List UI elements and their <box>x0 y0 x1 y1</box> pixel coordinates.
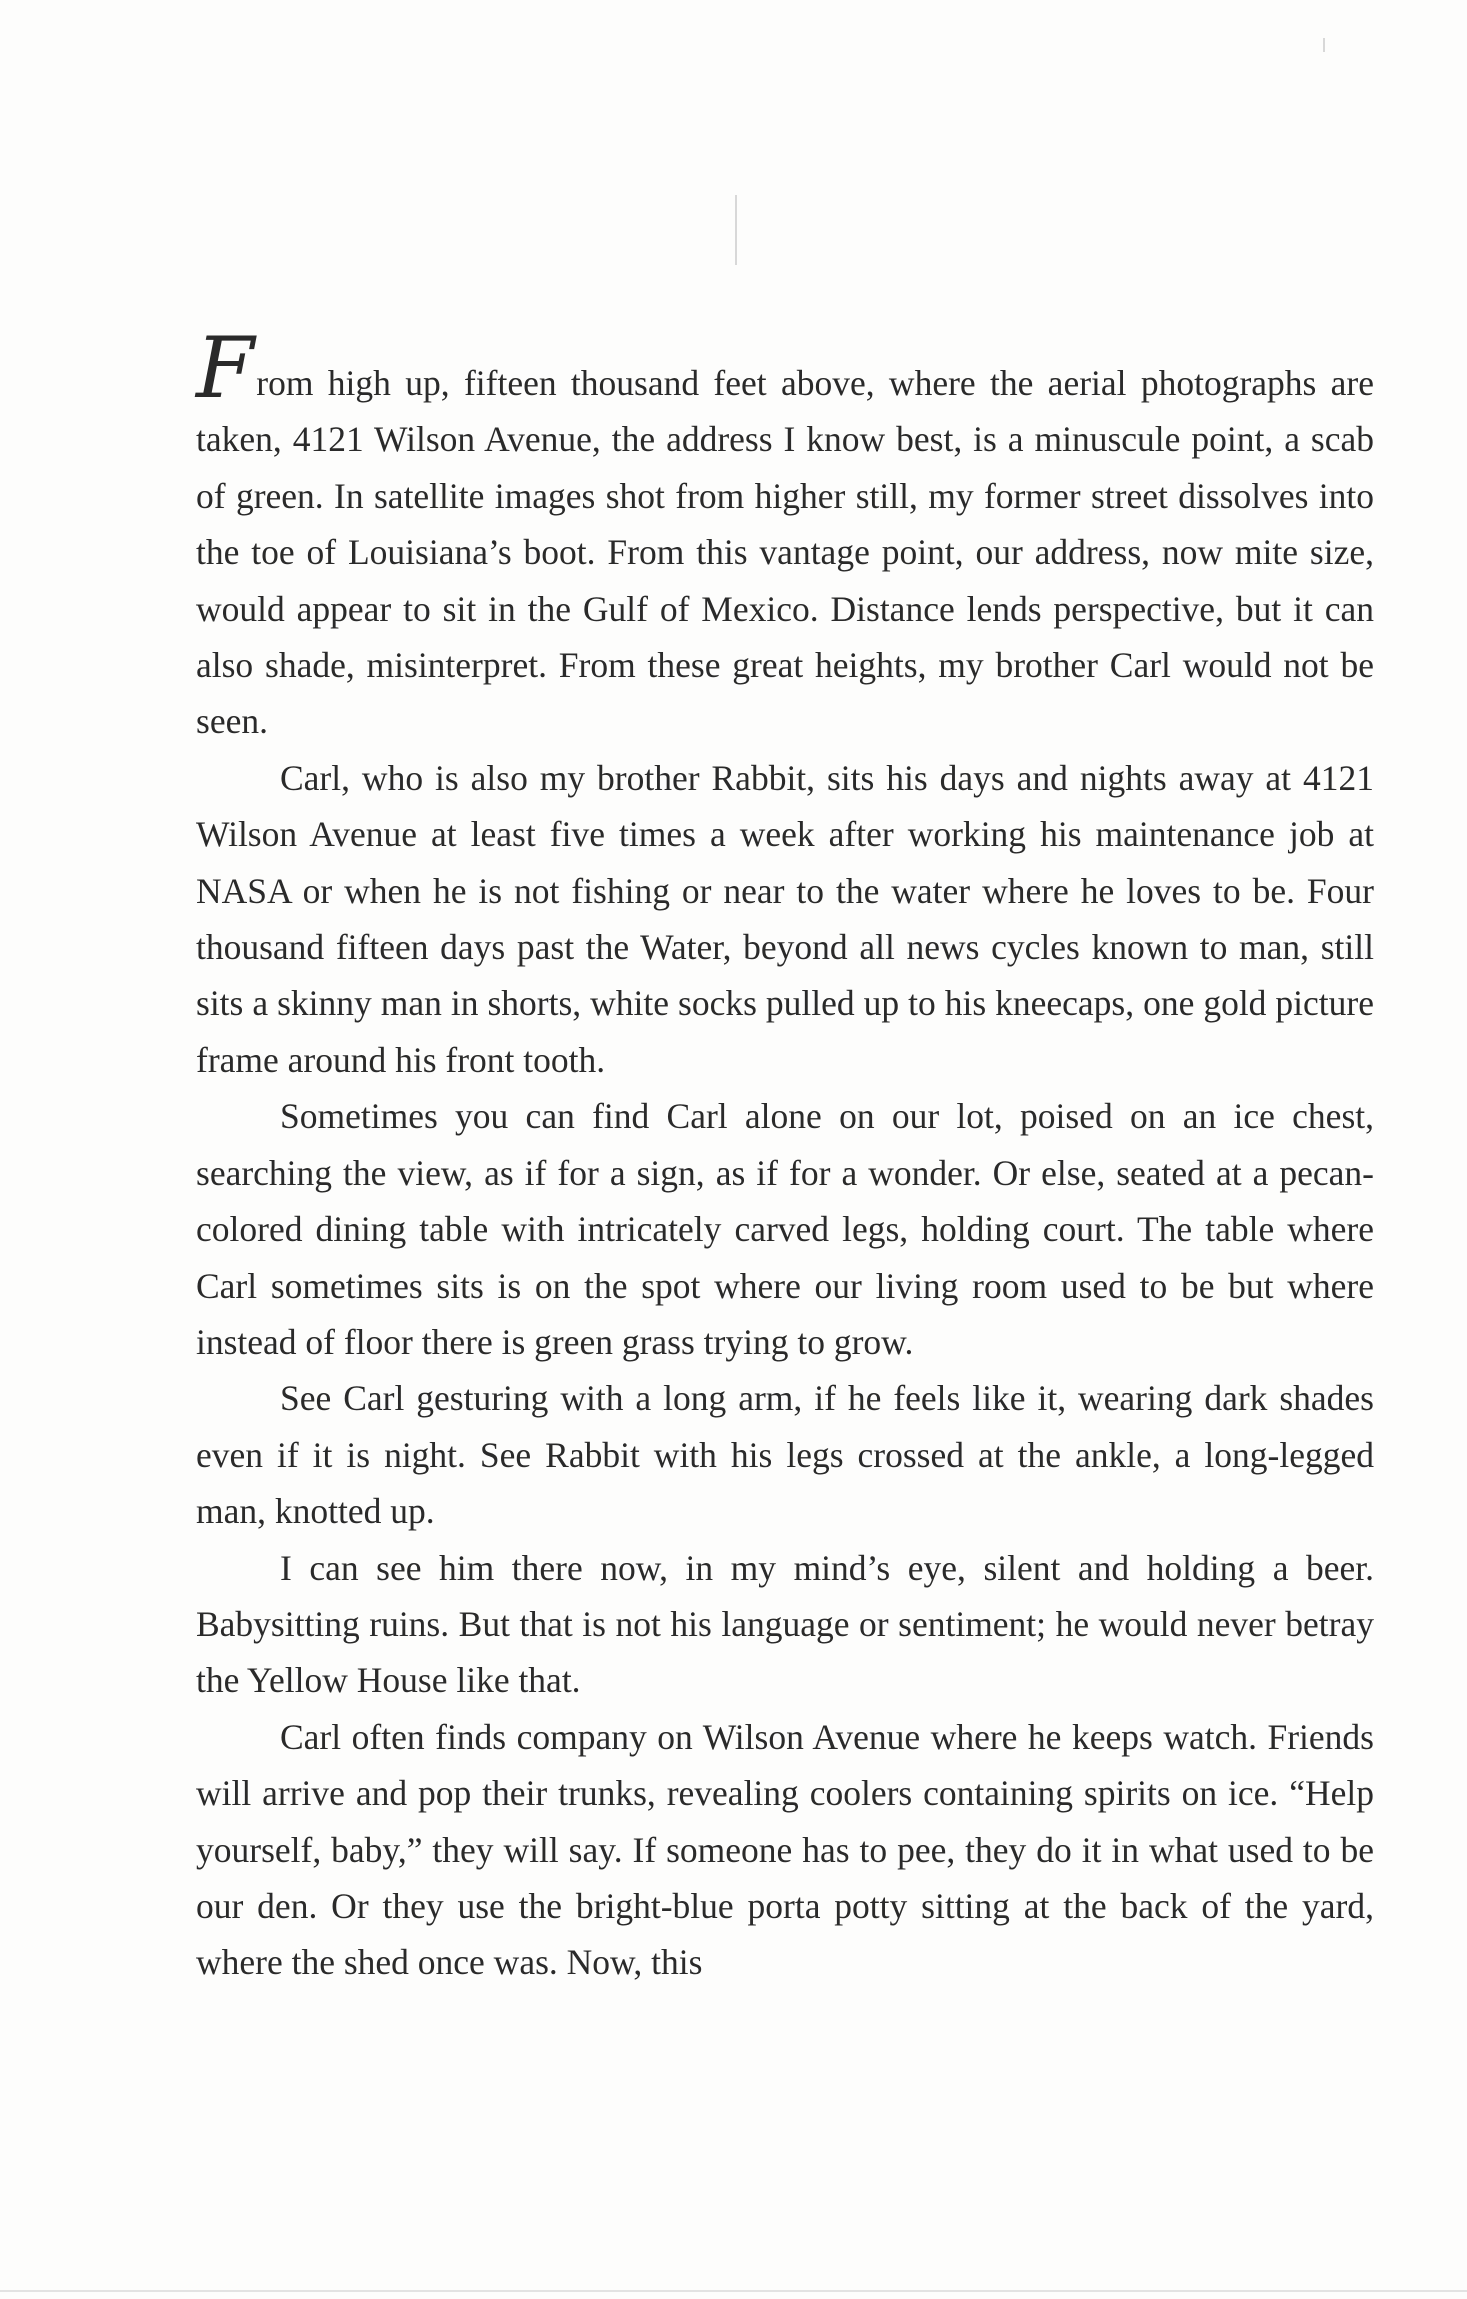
paragraph-6: Carl often finds company on Wilson Avenue where he keeps watch. Friends will arrive and pop their trunks, revealing coolers containing spirits on ice. “Help yourself, baby,” they will say. If someone has to pee, they do it in what used to be our den. Or they use the bright-blue porta potty sitting at the back of the yard, where the shed once was. Now, this <box>196 1716 1374 1983</box>
paragraph-2: Carl, who is also my brother Rabbit, sits his days and nights away at 4121 Wilson Avenue at least five times a week after working his maintenance job at NASA or when he is not fishing or near to the water where he loves to be. Four thousand fifteen days past the Water, beyond all news cycles known to man, still sits a skinny man in shorts, white socks pulled up to his kneecaps, one gold picture frame around his front tooth. <box>196 757 1374 1080</box>
scan-mark <box>1323 38 1325 52</box>
drop-cap: F <box>196 319 255 417</box>
paragraph-1 <box>196 319 1374 750</box>
scan-mark <box>735 195 737 265</box>
paragraph-3: Sometimes you can find Carl alone on our lot, poised on an ice chest, searching the view, as if for a sign, as if for a wonder. Or else, seated at a pecan-colored dining table with intricately carved legs, holding court. The table where Carl sometimes sits is on the spot where our living room used to be but where instead of floor there is green grass trying to grow. <box>196 1096 1374 1362</box>
scan-edge-line <box>0 2290 1467 2292</box>
paragraph-1-text: rom high up, fifteen thousand feet above, where the aerial photographs are taken, 4121 Wilson Avenue, the address I know best, is a minuscule point, a scab of green. In satellite images shot from higher still, my former street dissolves into the toe of Louisiana’s boot. From this vantage point, our address, now mite size, would appear to sit in the Gulf of Mexico. Distance lends perspective, but it can also shade, misinterpret. From these great heights, my brother Carl would not be seen. <box>196 363 1374 742</box>
paragraph-5: I can see him there now, in my mind’s eye, silent and holding a beer. Babysitting ruins. But that is not his language or sentiment; he would never betray the Yellow House like that. <box>196 1547 1374 1701</box>
body-text <box>196 319 1374 1991</box>
paragraph-4: See Carl gesturing with a long arm, if he feels like it, wearing dark shades even if it is night. See Rabbit with his legs crossed at the ankle, a long-legged man, knotted up. <box>196 1378 1374 1532</box>
